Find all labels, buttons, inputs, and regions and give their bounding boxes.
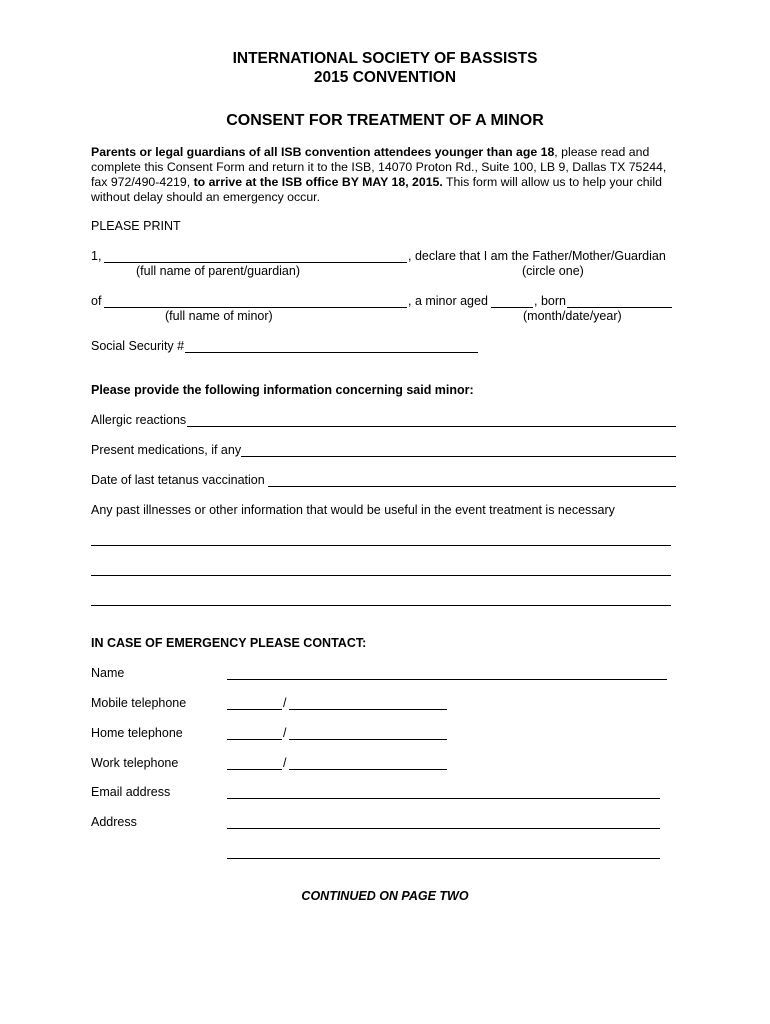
contact-name-label: Name	[91, 666, 125, 680]
tetanus-label: Date of last tetanus vaccination	[91, 473, 265, 487]
allergies-input[interactable]	[187, 412, 676, 427]
home-number-input[interactable]	[289, 725, 447, 740]
intro-text-1: , please read and complete this Consent Form and return it to the ISB, 14070 Proton Rd., Suite 100, LB 9, Dallas TX 75244, fax 972/490-4219,	[91, 145, 667, 189]
form-title: CONSENT FOR TREATMENT OF A MINOR	[226, 112, 544, 129]
parent-name-input[interactable]	[104, 248, 407, 263]
work-separator: /	[283, 756, 287, 770]
declaration-prefix: 1,	[91, 249, 102, 263]
home-phone-label: Home telephone	[91, 726, 183, 740]
intro-text-2: This form will allow us to help your child without delay should an emergency occur.	[91, 175, 662, 204]
minor-aged-label: , a minor aged	[408, 294, 488, 308]
mobile-number-input[interactable]	[289, 695, 447, 710]
home-area-code-input[interactable]	[227, 725, 282, 740]
mobile-separator: /	[283, 696, 287, 710]
emergency-heading: IN CASE OF EMERGENCY PLEASE CONTACT:	[91, 636, 367, 650]
ssn-input[interactable]	[185, 338, 478, 353]
address-input-line-2[interactable]	[227, 844, 660, 859]
minor-born-label: , born	[534, 294, 566, 308]
work-number-input[interactable]	[289, 755, 447, 770]
illness-label: Any past illnesses or other information that would be useful in the event treatment is necessary	[91, 503, 615, 517]
organization-title: INTERNATIONAL SOCIETY OF BASSISTS	[232, 50, 538, 67]
work-phone-label: Work telephone	[91, 756, 179, 770]
parent-name-caption: (full name of parent/guardian)	[136, 264, 300, 278]
circle-one-caption: (circle one)	[522, 264, 584, 278]
birthdate-caption: (month/date/year)	[523, 309, 622, 323]
home-separator: /	[283, 726, 287, 740]
mobile-label: Mobile telephone	[91, 696, 187, 710]
minor-name-input[interactable]	[104, 293, 407, 308]
work-area-code-input[interactable]	[227, 755, 282, 770]
illness-input-line-1[interactable]	[91, 531, 671, 546]
contact-name-input[interactable]	[227, 665, 667, 680]
minor-prefix: of	[91, 294, 102, 308]
minor-age-input[interactable]	[491, 293, 533, 308]
please-print-label: PLEASE PRINT	[91, 219, 181, 233]
tetanus-date-input[interactable]	[268, 472, 676, 487]
allergies-label: Allergic reactions	[91, 413, 187, 427]
address-label: Address	[91, 815, 137, 829]
illness-input-line-3[interactable]	[91, 591, 671, 606]
continued-note: CONTINUED ON PAGE TWO	[301, 889, 469, 903]
minor-name-caption: (full name of minor)	[165, 309, 273, 323]
ssn-label: Social Security #	[91, 339, 185, 353]
declaration-suffix: , declare that I am the Father/Mother/Guardian	[408, 249, 666, 263]
intro-deadline: to arrive at the ISB office BY MAY 18, 2015.	[193, 175, 443, 189]
intro-bold-lead: Parents or legal guardians of all ISB convention attendees younger than age 18	[91, 145, 555, 159]
address-input-line-1[interactable]	[227, 814, 660, 829]
medications-label: Present medications, if any	[91, 443, 242, 457]
info-heading: Please provide the following information concerning said minor:	[91, 383, 474, 397]
convention-title: 2015 CONVENTION	[313, 69, 457, 86]
email-label: Email address	[91, 785, 171, 799]
mobile-area-code-input[interactable]	[227, 695, 282, 710]
medications-input[interactable]	[241, 442, 676, 457]
minor-birthdate-input[interactable]	[567, 293, 672, 308]
illness-input-line-2[interactable]	[91, 561, 671, 576]
intro-paragraph	[91, 145, 681, 205]
email-input[interactable]	[227, 784, 660, 799]
